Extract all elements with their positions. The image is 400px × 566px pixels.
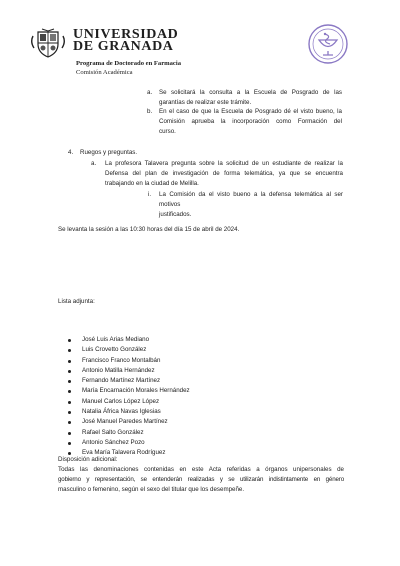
- attendee-name: María Encarnación Morales Hernández: [82, 387, 190, 395]
- university-name-line1: UNIVERSIDAD: [73, 27, 179, 42]
- disposition-line: Todas las denominaciones contenidas en este Acta referidas a órganos unipersonales de: [58, 466, 344, 473]
- attendee-name: José Manuel Paredes Martínez: [82, 418, 168, 426]
- attendee-name: Antonio Matilla Hernández: [82, 366, 155, 374]
- item4-subsub-line: La Comisión da el visto bueno a la defensa telemática al ser motivos: [159, 191, 343, 208]
- disposition-text: [58, 465, 344, 495]
- item4-title: Ruegos y preguntas.: [80, 149, 138, 156]
- item4-subsub-line: justificados.: [159, 211, 192, 218]
- bullet-icon: [68, 349, 71, 352]
- program-title: Programa de Doctorado en Farmacia: [76, 60, 181, 67]
- bullet-icon: [68, 411, 71, 414]
- bullet-icon: [68, 339, 71, 342]
- disposition-line: masculino o femenino, según el sexo del titular que los desempeñe.: [58, 486, 245, 493]
- bullet-icon: [68, 442, 71, 445]
- university-crest-icon: [30, 28, 66, 58]
- bullet-icon: [68, 432, 71, 435]
- attendee-name: Manuel Carlos López López: [82, 397, 160, 405]
- closing-statement: Se levanta la sesión a las 10:30 horas del día 15 de abril de 2024.: [58, 226, 240, 233]
- attendee-name: Luis Crovetto González: [82, 346, 147, 354]
- attendee-name: José Luis Arias Mediano: [82, 336, 150, 343]
- attendee-name: Eva María Talavera Rodríguez: [82, 449, 166, 457]
- item4-subsub-numeral: i.: [148, 191, 152, 198]
- disposition-title: Disposición adicional:: [58, 456, 118, 463]
- subitem-a-text: [159, 88, 342, 108]
- subitem-b-line: En el caso de que la Escuela de Posgrado dé el visto bueno, la: [159, 108, 342, 115]
- disposition-line: gobierno y representación, se entenderán realizadas y se utilizarán indistintamente en género: [58, 476, 344, 483]
- attendee-name: Fernando Martínez Martínez: [82, 377, 161, 385]
- item4-sub-line: La profesora Talavera pregunta sobre la solicitud de un estudiante de realizar la: [105, 160, 343, 167]
- pharmacy-bowl-serpent-icon: [307, 23, 349, 65]
- program-subtitle: Comisión Académica: [76, 69, 133, 76]
- attendee-name: Francisco Franco Montalbán: [82, 356, 161, 364]
- bullet-icon: [68, 380, 71, 383]
- item4-sub-line: Defensa del plan de investigación de forma telemática, ya que se encuentra: [105, 170, 343, 177]
- item4-sub-letter: a.: [91, 160, 97, 167]
- item4-sub-line: trabajando en la ciudad de Melilla.: [105, 180, 199, 187]
- bullet-icon: [68, 401, 71, 404]
- subitem-b-text: [159, 107, 342, 137]
- attendee-name: Rafael Salto González: [82, 428, 144, 436]
- bullet-icon: [68, 390, 71, 393]
- bullet-icon: [68, 421, 71, 424]
- subitem-b-line: Comisión aprueba la incorporación como Formación del: [159, 118, 342, 125]
- subitem-b-letter: b.: [147, 108, 153, 115]
- subitem-a-line: Se solicitará la consulta a la Escuela de Posgrado de las: [159, 89, 342, 96]
- attendee-name: Antonio Sánchez Pozo: [82, 438, 145, 446]
- subitem-a-line: garantías de realizar este trámite.: [159, 99, 252, 106]
- bullet-icon: [68, 370, 71, 373]
- bullet-icon: [68, 360, 71, 363]
- item4-number: 4.: [68, 149, 74, 156]
- subitem-a-letter: a.: [147, 89, 153, 96]
- item4-sub-text: [105, 159, 343, 189]
- attendee-name: Natalia África Navas Iglesias: [82, 408, 161, 416]
- subitem-b-line: curso.: [159, 128, 176, 135]
- university-name-line2: DE GRANADA: [73, 39, 174, 54]
- item4-subsub-text: [159, 190, 343, 220]
- attendance-title: Lista adjunta:: [58, 298, 95, 305]
